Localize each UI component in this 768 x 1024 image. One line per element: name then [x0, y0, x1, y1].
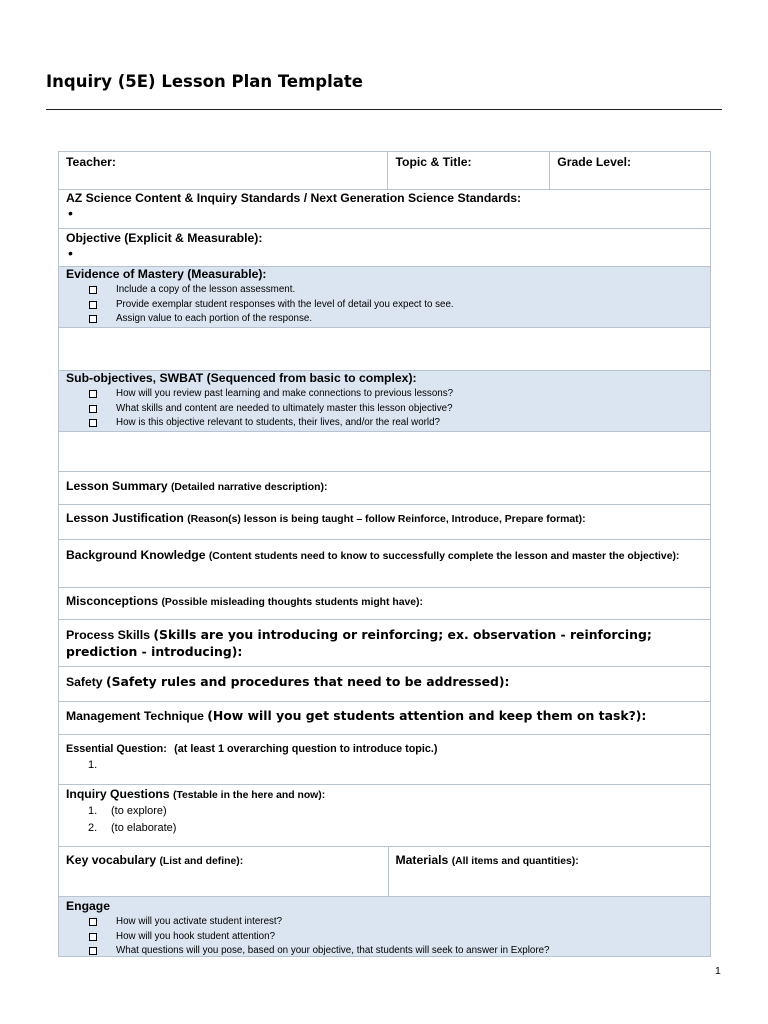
- checklist-item: What questions will you pose, based on your objective, that students will seek to answer in Explore?: [66, 944, 703, 959]
- standards-label: AZ Science Content & Inquiry Standards / Next Generation Science Standards:: [66, 191, 522, 205]
- document-title: Inquiry (5E) Lesson Plan Template: [46, 72, 363, 91]
- list-item: 2. (to elaborate): [88, 822, 177, 834]
- grade-level-field[interactable]: Grade Level:: [550, 152, 711, 189]
- title-divider: [46, 109, 722, 110]
- standards-bullet: •: [68, 205, 73, 221]
- vocab-materials-row: [59, 847, 711, 897]
- lesson-plan-table: [58, 151, 711, 957]
- misconceptions-row: [59, 588, 711, 620]
- subobjectives-row: [59, 371, 711, 432]
- vocab-detail: (List and define):: [159, 856, 244, 867]
- background-label: Background Knowledge: [66, 548, 206, 562]
- background-row: [59, 540, 711, 588]
- essential-label: Essential Question:: [66, 743, 167, 755]
- objective-bullet: •: [68, 245, 73, 261]
- management-row: [59, 702, 711, 735]
- summary-detail: (Detailed narrative description):: [170, 482, 328, 493]
- engage-label: Engage: [66, 899, 111, 913]
- evidence-cell: [59, 267, 711, 327]
- list-item: 1. (to explore): [88, 805, 167, 817]
- checkbox-icon[interactable]: [89, 947, 97, 955]
- subobjectives-checklist: [66, 387, 703, 431]
- background-cell[interactable]: [59, 540, 711, 587]
- objective-cell[interactable]: [59, 229, 711, 266]
- vocab-label: Key vocabulary: [66, 853, 157, 867]
- objective-row: [59, 229, 711, 267]
- checklist-item: Assign value to each portion of the response.: [66, 312, 703, 327]
- engage-cell: [59, 897, 711, 956]
- justification-cell[interactable]: [59, 505, 711, 539]
- management-detail: (How will you get students attention and keep them on task?):: [207, 708, 647, 723]
- safety-cell[interactable]: [59, 667, 711, 701]
- misconceptions-detail: (Possible misleading thoughts students might have):: [161, 597, 423, 608]
- standards-row: [59, 190, 711, 229]
- materials-label: Materials: [395, 853, 449, 867]
- inquiry-detail: (Testable in the here and now):: [172, 790, 326, 801]
- evidence-response-row: [59, 328, 711, 371]
- safety-row: [59, 667, 711, 702]
- vocab-cell[interactable]: [59, 847, 389, 896]
- objective-label: Objective (Explicit & Measurable):: [66, 231, 263, 245]
- checkbox-icon[interactable]: [89, 315, 97, 323]
- checkbox-icon[interactable]: [89, 933, 97, 941]
- essential-row: [59, 735, 711, 785]
- process-skills-label: Process Skills: [66, 628, 151, 642]
- essential-cell[interactable]: Essential Question: (at least 1 overarching question to introduce topic.) 1.: [59, 735, 711, 784]
- checklist-item: What skills and content are needed to ultimately master this lesson objective?: [66, 402, 703, 417]
- justification-label: Lesson Justification: [66, 511, 184, 525]
- checklist-item: How is this objective relevant to students, their lives, and/or the real world?: [66, 416, 703, 431]
- safety-detail: (Safety rules and procedures that need to be addressed):: [105, 674, 510, 689]
- management-cell[interactable]: [59, 702, 711, 734]
- checklist-item: How will you hook student attention?: [66, 930, 703, 945]
- checklist-item: Include a copy of the lesson assessment.: [66, 283, 703, 298]
- evidence-checklist: [66, 283, 703, 327]
- checkbox-icon[interactable]: [89, 405, 97, 413]
- evidence-label: Evidence of Mastery (Measurable):: [66, 267, 267, 281]
- management-label: Management Technique: [66, 709, 204, 723]
- essential-detail: (at least 1 overarching question to introduce topic.): [174, 743, 438, 755]
- process-skills-row: [59, 620, 711, 667]
- summary-row: [59, 472, 711, 505]
- engage-checklist: [66, 915, 703, 959]
- summary-label: Lesson Summary: [66, 479, 168, 493]
- misconceptions-label: Misconceptions: [66, 594, 159, 608]
- checklist-item: How will you review past learning and make connections to previous lessons?: [66, 387, 703, 402]
- safety-label: Safety: [66, 675, 103, 689]
- summary-cell[interactable]: [59, 472, 711, 504]
- inquiry-row: [59, 785, 711, 847]
- standards-cell[interactable]: [59, 190, 711, 228]
- checkbox-icon[interactable]: [89, 390, 97, 398]
- process-skills-cell[interactable]: [59, 620, 711, 666]
- subobjectives-label: Sub-objectives, SWBAT (Sequenced from basic to complex):: [66, 371, 417, 385]
- checkbox-icon[interactable]: [89, 301, 97, 309]
- checklist-item: Provide exemplar student responses with the level of detail you expect to see.: [66, 298, 703, 313]
- inquiry-list: [66, 803, 703, 837]
- evidence-row: [59, 267, 711, 328]
- justification-detail: (Reason(s) lesson is being taught – follow Reinforce, Introduce, Prepare format):: [187, 514, 586, 525]
- checkbox-icon[interactable]: [89, 419, 97, 427]
- checklist-item: How will you activate student interest?: [66, 915, 703, 930]
- header-row: [59, 152, 711, 190]
- misconceptions-cell[interactable]: [59, 588, 711, 619]
- inquiry-cell[interactable]: [59, 785, 711, 846]
- teacher-field[interactable]: Teacher:: [59, 152, 388, 189]
- materials-detail: (All items and quantities):: [451, 856, 579, 867]
- materials-cell[interactable]: [389, 847, 712, 896]
- engage-row: [59, 897, 711, 957]
- page-number: 1: [715, 965, 721, 977]
- inquiry-label: Inquiry Questions: [66, 787, 170, 801]
- subobjectives-response-cell[interactable]: [59, 432, 711, 471]
- checkbox-icon[interactable]: [89, 918, 97, 926]
- checkbox-icon[interactable]: [89, 286, 97, 294]
- evidence-response-cell[interactable]: [59, 328, 711, 370]
- topic-title-field[interactable]: Topic & Title:: [388, 152, 550, 189]
- justification-row: [59, 505, 711, 540]
- background-detail: (Content students need to know to successfully complete the lesson and master the objective):: [208, 551, 680, 562]
- subobjectives-response-row: [59, 432, 711, 472]
- process-skills-detail: (Skills are you introducing or reinforcing; ex. observation - reinforcing; prediction - introducing):: [66, 627, 652, 659]
- subobjectives-cell: [59, 371, 711, 431]
